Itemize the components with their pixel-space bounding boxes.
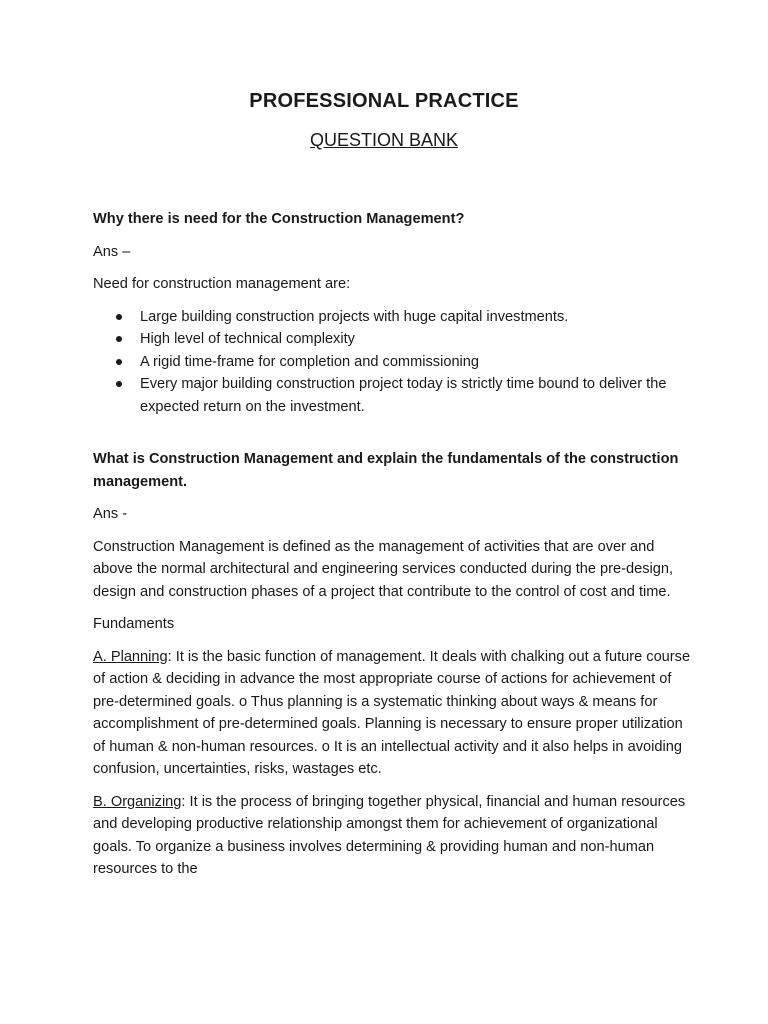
document-subtitle: QUESTION BANK [309,130,459,150]
organizing-heading: B. Organizing [93,793,182,810]
organizing-text: : It is the process of bringing together physical, financial and human resources and developing productive relationship amongst them for achievement of organizational goals. To organize a business involves determining & providing human and non-human resources to the [93,793,686,877]
list-item [140,328,693,351]
planning-text: : It is the basic function of management. It deals with chalking out a future course of action & deciding in advance the most appropriate course of actions for achievement of pre-determined goals. o Thus planning is a systematic thinking about ways & means for accomplishment of pre-determined goals. Planning is necessary to ensure proper utilization of human & non-human resources. o It is an intellectual activity and it also helps in avoiding confusion, uncertainties, risks, wastages etc. [93,648,691,777]
bullet-icon [116,381,122,387]
list-item-text: Large building construction projects with huge capital investments. [140,308,569,325]
document-body [93,208,693,891]
document-title: PROFESSIONAL PRACTICE [249,90,519,112]
planning-heading: A. Planning [93,648,168,665]
definition-paragraph: Construction Management is defined as the management of activities that are over and above the normal architectural and engineering services conducted during the pre-design, design and construction phases of a project that contribute to the control of cost and time. [93,538,674,600]
bullet-icon [116,336,122,342]
question-2: What is Construction Management and explain the fundamentals of the construction management. [93,451,679,490]
bullet-list [93,306,693,419]
list-item [140,306,693,329]
list-item [140,373,693,418]
planning-paragraph [93,646,693,781]
list-item-text: Every major building construction project today is strictly time bound to deliver the expected return on the investment. [140,376,667,415]
answer-label-2: Ans - [93,506,128,522]
organizing-paragraph [93,791,693,881]
question-1: Why there is need for the Construction Management? [93,211,465,227]
answer-label-1: Ans – [93,243,131,260]
list-item-text: A rigid time-frame for completion and commissioning [140,353,480,370]
section-spacer [93,418,693,448]
bullet-icon [116,359,122,365]
bullet-icon [116,314,122,320]
fundaments-label: Fundaments [93,616,175,632]
list-item-text: High level of technical complexity [140,331,355,347]
list-item [140,351,693,374]
answer-intro-1: Need for construction management are: [93,276,351,292]
